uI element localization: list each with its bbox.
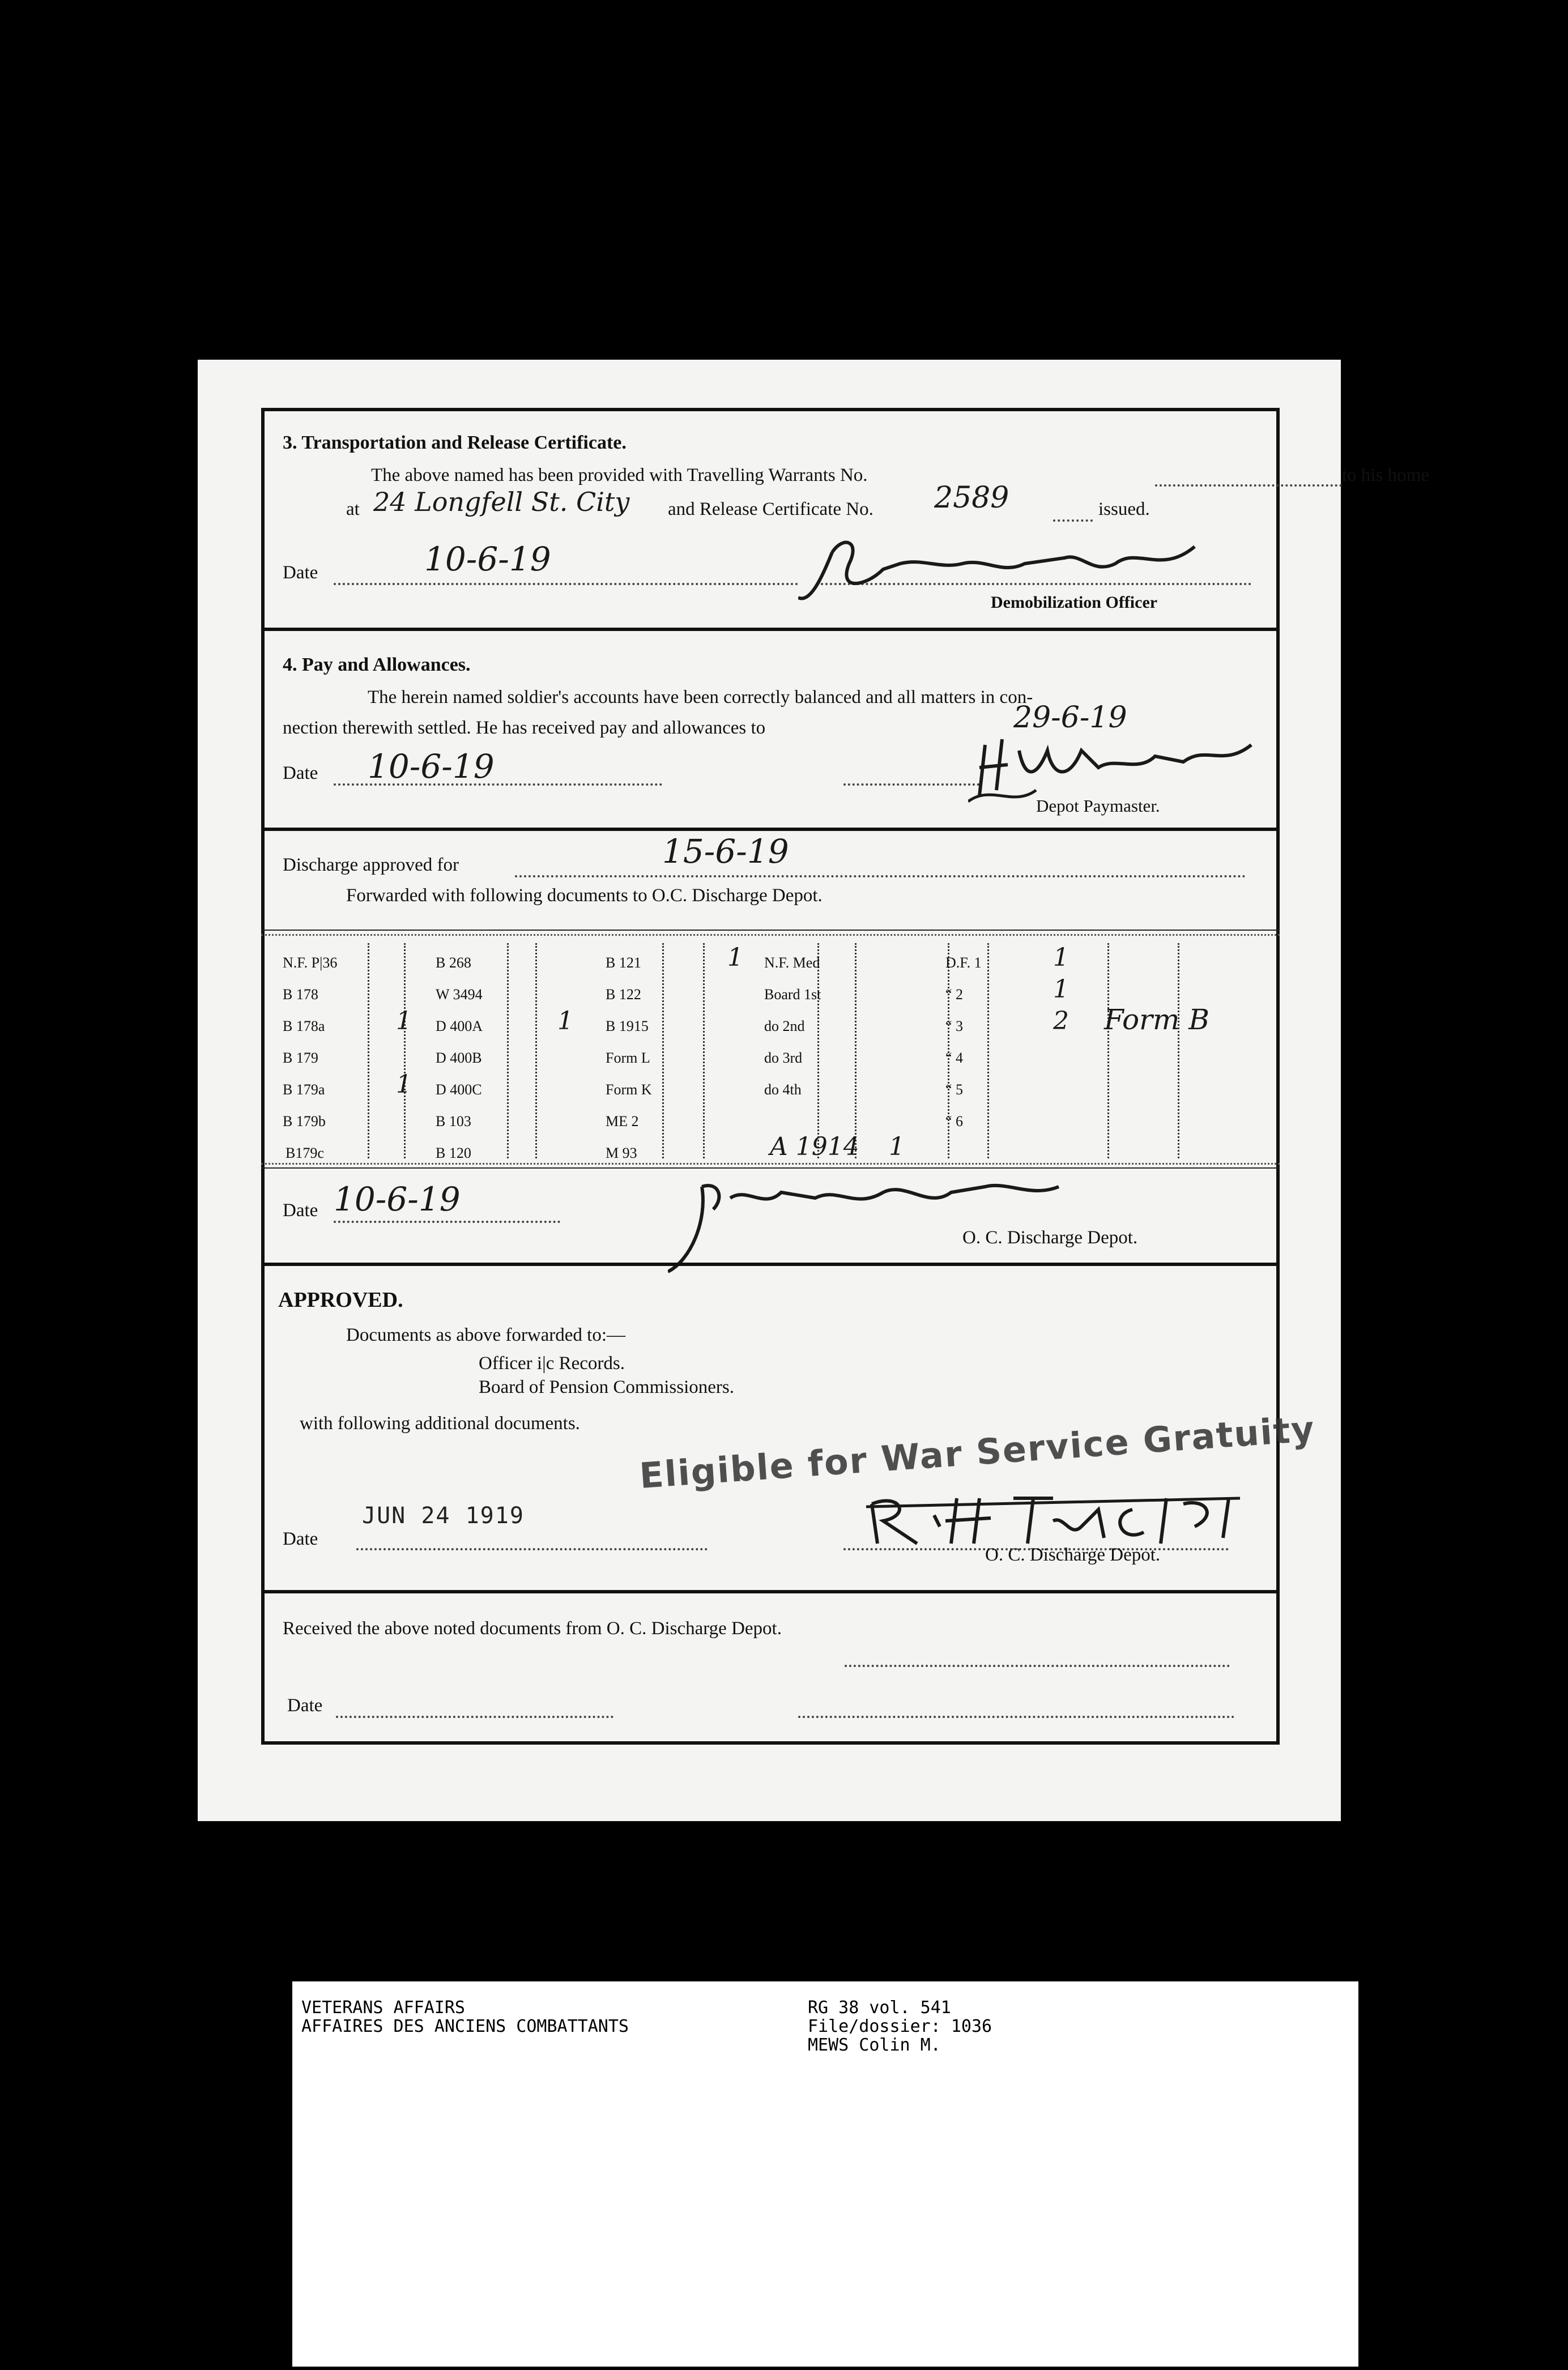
table-row: B 178a: [283, 1018, 325, 1034]
archive-label-right-line3: MEWS Colin M.: [808, 2035, 941, 2055]
table-cell: B 1915: [606, 1018, 649, 1034]
table-cell: B 268: [436, 954, 471, 971]
table-cell: “ 5: [945, 1081, 964, 1098]
oc-discharge-depot-title: O. C. Discharge Depot.: [962, 1227, 1138, 1248]
paid-to-date: 29-6-19: [1013, 701, 1127, 735]
paymaster-title: Depot Paymaster.: [1036, 796, 1160, 816]
table-cell: D 400A: [436, 1018, 483, 1034]
section3-line1: The above named has been provided with Travelling Warrants No.: [371, 465, 868, 485]
section3-heading: 3. Transportation and Release Certificate.: [283, 432, 627, 453]
table-cell: do 2nd: [764, 1018, 805, 1034]
table-cell: D 400B: [436, 1050, 482, 1066]
table-cell: Board 1st: [764, 986, 821, 1003]
table-cell: D.F. 1: [945, 954, 982, 971]
table-cell: B 121: [606, 954, 641, 971]
table-cell: M 93: [606, 1145, 637, 1161]
section4-heading: 4. Pay and Allowances.: [283, 654, 471, 675]
table-cell: Form K: [606, 1081, 652, 1098]
table-cell: do 3rd: [764, 1050, 803, 1066]
section3-issued: issued.: [1098, 499, 1150, 519]
home-address: 24 Longfell St. City: [373, 487, 630, 517]
table-cell: 1: [727, 943, 743, 972]
received-text: Received the above noted documents from O. C. Discharge Depot.: [283, 1618, 782, 1639]
section3-date-label: Date: [283, 562, 318, 583]
table-row: B 178: [283, 986, 318, 1003]
table-row: B 179a: [283, 1081, 325, 1098]
approved-forwarded-to: Documents as above forwarded to:—: [346, 1325, 626, 1345]
discharge-approved-label: Discharge approved for: [283, 855, 459, 875]
table-cell: “ 4: [945, 1050, 964, 1066]
table-cell: 1: [396, 1007, 412, 1035]
table-cell: W 3494: [436, 986, 483, 1003]
table-cell: “ 3: [945, 1018, 964, 1034]
approved-date-label: Date: [283, 1529, 318, 1549]
approved-recipient-pension: Board of Pension Commissioners.: [479, 1377, 734, 1397]
table-cell: A 1914: [770, 1132, 859, 1161]
section3-at: at: [346, 499, 360, 519]
table-cell: 1: [1053, 975, 1069, 1004]
document-sheet: [198, 360, 1429, 1821]
section4-date-value: 10-6-19: [368, 747, 495, 786]
table-cell: N.F. Med: [764, 954, 820, 971]
demobilization-officer-title: Demobilization Officer: [991, 593, 1158, 612]
archive-label-right-line1: RG 38 vol. 541: [808, 1998, 951, 2018]
release-certificate-number: 2589: [934, 481, 1009, 515]
table-cell: do 4th: [764, 1081, 802, 1098]
table-cell: “ 2: [945, 986, 964, 1003]
table-cell: Form L: [606, 1050, 650, 1066]
section4-date-label: Date: [283, 763, 318, 783]
table-row: B179c: [286, 1145, 324, 1161]
archive-label-right-line2: File/dossier: 1036: [808, 2017, 992, 2036]
table-cell: D 400C: [436, 1081, 482, 1098]
approved-signer-title: O. C. Discharge Depot.: [985, 1545, 1161, 1565]
received-date-label: Date: [287, 1695, 323, 1716]
table-row: N.F. P|36: [283, 954, 338, 971]
table-cell: 1: [1053, 943, 1069, 972]
war-service-gratuity-stamp: Eligible for War Service Gratuity: [638, 1408, 1317, 1497]
section4-line2: nection therewith settled. He has received pay and allowances to: [283, 718, 766, 738]
approved-additional: with following additional documents.: [300, 1413, 580, 1434]
table-cell: 1: [889, 1132, 905, 1161]
table-row: B 179b: [283, 1113, 326, 1129]
section3-date-value: 10-6-19: [424, 540, 551, 578]
table-cell: 1: [396, 1070, 412, 1099]
discharge-approved-date: 15-6-19: [662, 832, 789, 871]
table-cell: B 122: [606, 986, 641, 1003]
section3-line1-end: to his home: [1342, 465, 1429, 485]
discharge-forwarded: Forwarded with following documents to O.C. Discharge Depot.: [346, 885, 823, 906]
section3-line2: and Release Certificate No.: [668, 499, 874, 519]
approved-heading: APPROVED.: [278, 1288, 403, 1312]
archive-label-left-line1: VETERANS AFFAIRS: [301, 1998, 465, 2018]
archive-label-left-line2: AFFAIRES DES ANCIENS COMBATTANTS: [301, 2017, 629, 2036]
table-row: B 179: [283, 1050, 318, 1066]
table-cell: “ 6: [945, 1113, 964, 1129]
table-cell: B 103: [436, 1113, 471, 1129]
table-cell: B 120: [436, 1145, 471, 1161]
oc-date-value: 10-6-19: [334, 1180, 461, 1218]
table-cell: Form B: [1104, 1003, 1210, 1036]
section4-line1: The herein named soldier's accounts have been correctly balanced and all matters in con-: [368, 687, 1033, 707]
table-cell: ME 2: [606, 1113, 639, 1129]
approved-recipient-records: Officer i|c Records.: [479, 1353, 625, 1374]
oc-discharge-depot-signature: [668, 1175, 1098, 1277]
approved-date-stamp: JUN 24 1919: [362, 1503, 525, 1529]
oc-date-label: Date: [283, 1200, 318, 1221]
table-cell: 1: [557, 1007, 573, 1035]
archive-label: [292, 1981, 1358, 2367]
table-cell: 2: [1053, 1007, 1069, 1035]
